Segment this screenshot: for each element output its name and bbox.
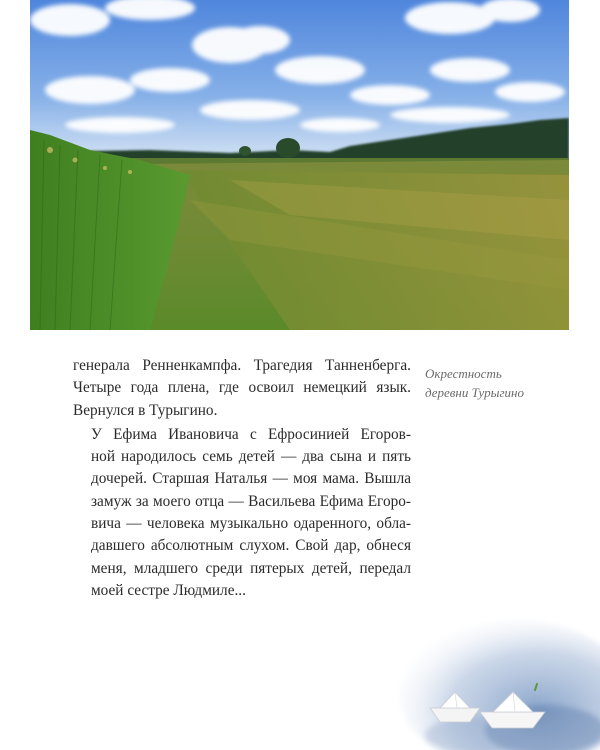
field-landscape-photo-icon xyxy=(30,0,569,330)
text-line: моей сестре Людмиле... xyxy=(91,581,246,599)
text-line: генерала Ренненкампфа. Трагедия Танненберга. xyxy=(73,357,411,374)
text-line: Четыре года плена, где освоил немецкий язык. xyxy=(73,379,411,397)
paper-boats-decoration xyxy=(385,600,600,750)
paragraph-1 xyxy=(73,355,411,422)
paper-boats-icon xyxy=(385,600,600,750)
text-line: ной народилось семь детей — два сына и пять xyxy=(91,448,411,466)
text-line: давшего абсолютным слухом. Свой дар, обнеся xyxy=(91,537,411,555)
caption-line-2: деревни Турыгино xyxy=(425,385,524,400)
text-line: замуж за моего отца — Васильева Ефима Егоро- xyxy=(91,492,411,510)
text-line: дочерей. Старшая Наталья — моя мама. Вышла xyxy=(91,470,411,488)
text-line: У Ефима Ивановича с Ефросинией Егоров- xyxy=(91,425,411,443)
text-line: вича — человека музыкально одаренного, обла- xyxy=(91,515,411,533)
caption-line-1: Окрестность xyxy=(425,366,502,381)
text-line: меня, младшего среди пятерых детей, передал xyxy=(91,559,411,577)
photo-caption xyxy=(425,364,575,402)
text-line: Вернулся в Турыгино. xyxy=(73,401,218,419)
landscape-photo xyxy=(30,0,569,330)
article-text xyxy=(73,355,411,602)
paragraph-2 xyxy=(73,424,411,602)
